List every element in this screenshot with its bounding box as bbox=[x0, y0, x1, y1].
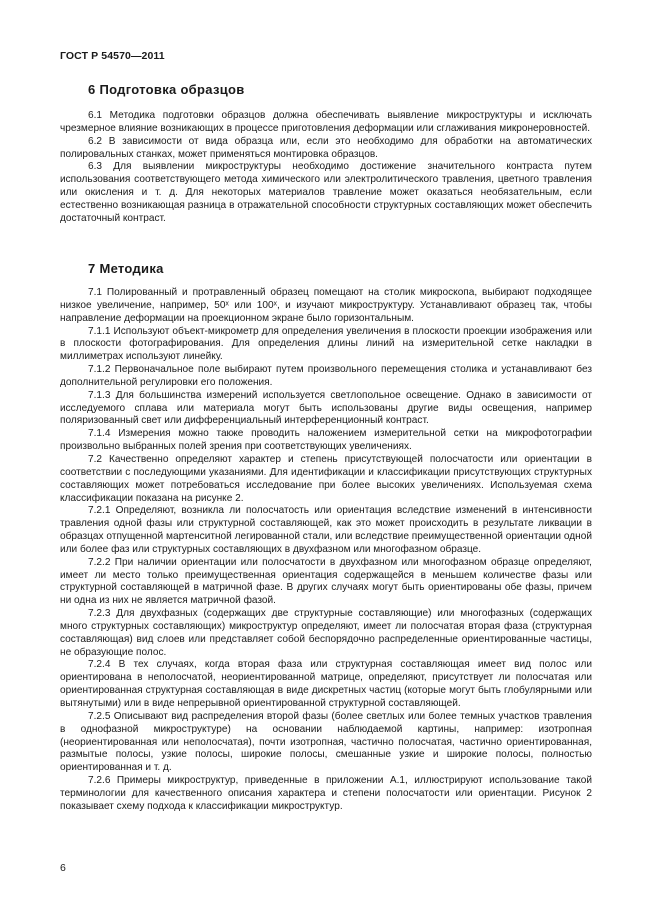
paragraph-7-1: 7.1 Полированный и протравленный образец помещают на столик микроскопа, выбирают подходящее низкое увеличение, например, 50ˣ или 100ˣ, и изучают микроструктуру. Устанавливают образец так, чтобы направление деформации на проекционном экране было горизонтальным. bbox=[60, 287, 592, 324]
paragraph-6-3: 6.3 Для выявлении микроструктуры необходимо достижение значительного контраста путем использования соответствующего метода химического или электролитического травления, цветного травления или окисления и т. д. Для некоторых материалов травление может оказаться необязательным, если естественно возникающая разница в отражательной способности структурных составляющих может обеспечить достаточный контраст. bbox=[60, 161, 592, 224]
standard-header: ГОСТ Р 54570—2011 bbox=[60, 50, 165, 62]
section-6-body bbox=[60, 110, 592, 226]
paragraph-7-2: 7.2 Качественно определяют характер и степень присутствующей полосчатости или ориентации в соответствии с последующими указаниями. Для идентификации и классификации присутствующих структурных составляющих может потребоваться исследование при более высоких увеличениях. Используемая схема классификации показана на рисунке 2. bbox=[60, 453, 592, 504]
page-number: 6 bbox=[60, 862, 66, 874]
paragraph-7-2-4: 7.2.4 В тех случаях, когда вторая фаза или структурная составляющая имеет вид полос или ориентирована в неполосчатой, неориентированной матрице, определяют, присутствует ли полосчатая или ориентированная структурная составляющая в виде дискретных частиц (которые могут быть глобулярными или вытянутыми) или в виде непрерывной ориентированной структурной составляющей. bbox=[60, 659, 592, 709]
paragraph-6-2: 6.2 В зависимости от вида образца или, если это необходимо для обработки на автоматических полировальных станках, может применяться монтировка образцов. bbox=[60, 135, 592, 160]
paragraph-7-2-1: 7.2.1 Определяют, возникла ли полосчатость или ориентация вследствие изменений в интенсивности травления одной фазы или структурной составляющей, как это может происходить в результате ликвации в образцах отпущенной мартенситной легированной стали, или вследствие преимущественной ориентации одной или более фаз или структурных составляющих в двухфазном или многофазном образце. bbox=[60, 505, 592, 555]
paragraph-7-1-2: 7.1.2 Первоначальное поле выбирают путем произвольного перемещения столика и устанавливают без дополнительной регулировки его положения. bbox=[60, 364, 592, 388]
paragraph-7-1-4: 7.1.4 Измерения можно также проводить наложением измерительной сетки на микрофотографии произвольно выбранных полей зрения при соответствующих увеличениях. bbox=[60, 428, 592, 453]
paragraph-7-2-5: 7.2.5 Описывают вид распределения второй фазы (более светлых или более темных участков травления в однофазной микроструктуре) на основании наблюдаемой картины, например: изотропная (неориентированная или неполосчатая), почти изотропная, частично полосчатая, частично ориентированная, размытые полосы, узкие полосы, широкие полосы, смешанные узкие и широкие полосы, полностью ориентированная и т. д. bbox=[60, 710, 592, 774]
paragraph-7-2-6: 7.2.6 Примеры микроструктур, приведенные в приложении А.1, иллюстрируют использование такой терминологии для качественного описания характера и степени полосчатости или ориентации. Рисунок 2 показывает схему подхода к классификации микроструктур. bbox=[60, 775, 592, 812]
section-7-body bbox=[60, 287, 592, 814]
paragraph-7-1-3: 7.1.3 Для большинства измерений используется светлопольное освещение. Однако в зависимости от исследуемого сплава или материала могут быть использованы другие виды освещения, например поляризованный свет или дифференциальный интерференционный контраст. bbox=[60, 389, 592, 427]
section-6-title: 6 Подготовка образцов bbox=[88, 82, 245, 97]
paragraph-7-2-2: 7.2.2 При наличии ориентации или полосчатости в двухфазном или многофазном образце определяют, имеет ли место только преимущественная ориентация содержащейся в меньшем количестве фазы или структурной составляющей в матричной фазе. В других случаях могут быть ориентированы обе фазы, причем ни одна из них не является матричной фазой. bbox=[60, 556, 592, 607]
paragraph-6-1: 6.1 Методика подготовки образцов должна обеспечивать выявление микроструктуры и исключать чрезмерное влияние возникающих в процессе приготовления деформации или сглаживания микронеровностей. bbox=[60, 110, 592, 134]
paragraph-7-2-3: 7.2.3 Для двухфазных (содержащих две структурные составляющие) или многофазных (содержащих много структурных составляющих) микроструктур определяют, имеет ли полосчатая вторая фаза (структурная составляющая) вид слоев или представляет собой беспорядочно распределенные ориентированные частицы, не образующие полос. bbox=[60, 608, 592, 658]
section-7-title: 7 Методика bbox=[88, 261, 164, 276]
paragraph-7-1-1: 7.1.1 Используют объект-микрометр для определения увеличения в плоскости проекции изображения или в плоскости фотографирования. Для определения длины линий на измерительной сетке накладки в миллиметрах используют линейку. bbox=[60, 325, 592, 363]
